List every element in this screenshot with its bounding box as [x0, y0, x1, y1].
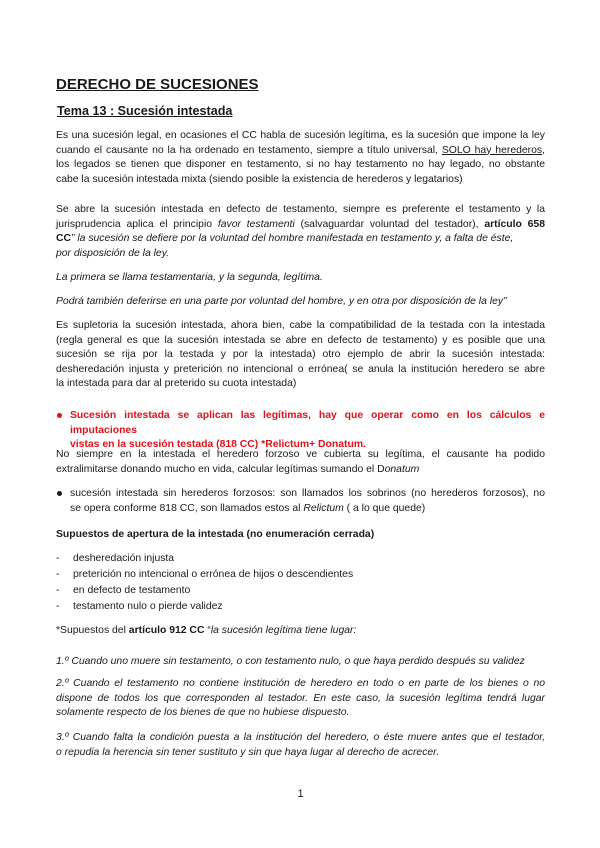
text-line [56, 624, 545, 639]
italic-text: onatum [384, 463, 420, 475]
bullet-text [70, 487, 545, 516]
articulo-912-item-3 [56, 731, 545, 760]
text-line: vistas en la sucesión testada (818 CC) *Relictum+ Donatum. [70, 439, 366, 451]
text-line: solamente respecto de los bienes de que no hubiese dispuesto. [56, 707, 350, 719]
text-run: , [542, 144, 545, 156]
text-run: extralimitarse donando mucho en vida, calcular legítimas sumando el D [56, 463, 385, 475]
italic-text: Podrá también deferirse en una parte por voluntad del hombre, y en otra por disposición de la ley” [56, 296, 507, 307]
text-line [56, 295, 545, 310]
text-line: Es supletoria la sucesión intestada, ahora bien, cabe la compatibilidad de la testada con la intestada [56, 320, 545, 331]
bullet-text [70, 409, 545, 453]
topic-title: Tema 13 : Sucesión intestada [57, 104, 233, 118]
dash-marker: - [56, 553, 60, 564]
text-line: los legados se tienen que disponer en testamento, si no hay testamento no hay legado, no obstante [56, 159, 545, 171]
text-line: dispone de todos los que corresponden al testador. En este caso, la sucesión legítima tendrá lugar [56, 692, 545, 704]
text-run: “ [204, 625, 211, 636]
text-run: se opera conforme 818 CC, son llamados estos al [70, 502, 304, 514]
paragraph-definition [56, 129, 545, 187]
articulo-912-intro [56, 624, 545, 639]
bullet-icon [57, 413, 62, 418]
text-run: jurisprudencia aplica el principio [56, 218, 218, 230]
highlight-bullet [56, 409, 545, 453]
text-line [56, 655, 545, 670]
italic-text: La primera se llama testamentaria, y la segunda, legítima. [56, 272, 323, 283]
page-number: 1 [297, 788, 304, 800]
dash-marker: - [56, 585, 60, 596]
italic-text: Relictum [303, 502, 344, 514]
supuesto-text: en defecto de testamento [73, 585, 191, 596]
dash-marker: - [56, 569, 60, 580]
supuesto-text: preterición no intencional o errónea de hijos o descendientes [73, 569, 354, 580]
text-line: sucesión se rija por la testada y por la intestada) otro ejemplo de abrir la sucesión intestada: [56, 349, 545, 361]
supuestos-heading [56, 528, 545, 543]
text-run: cuando el causante no la ha ordenado en testamento, siempre a título universal, [56, 144, 442, 156]
text-run: *Supuestos del [56, 625, 129, 636]
bold-text: artículo 658 [484, 218, 545, 230]
text-run: ( a lo que quede) [343, 502, 426, 514]
text-line: 3.º Cuando falta la condición puesta a la institución del heredero, o éste muere antes que el testador, [56, 732, 545, 743]
text-line: cabe la sucesión intestada mixta (siendo posible la existencia de herederos y legatarios) [56, 173, 463, 185]
supuesto-text: testamento nulo o pierde validez [73, 601, 223, 612]
paragraph-quote-2 [56, 295, 545, 310]
italic-text: ” la sucesión se defiere por la voluntad del hombre manifestada en testamento y, a falta de éste, [71, 233, 514, 245]
text-line [56, 247, 545, 262]
text-line: No siempre en la intestada el heredero forzoso ve cubierta su legítima, el causante ha podido [56, 449, 545, 460]
text-line: Supuestos de apertura de la intestada (no enumeración cerrada) [56, 529, 375, 540]
text-line [56, 271, 545, 286]
text-line: desheredación injusta y preterición no intencional o errónea( se anula la institución heredero se abre [56, 363, 545, 375]
paragraph-apertura [56, 203, 545, 261]
text-line [56, 218, 545, 233]
italic-text: la sucesión legítima tiene lugar: [210, 625, 357, 636]
text-line: Sucesión intestada se aplican las legítimas, hay que operar como en los cálculos e imputaciones [70, 410, 545, 436]
italic-text: favor testamenti [217, 218, 295, 230]
text-line: Se abre la sucesión intestada en defecto de testamento, siempre es preferente el testamento y la [56, 204, 545, 215]
text-line [56, 463, 545, 478]
text-line [70, 502, 545, 517]
text-line [56, 144, 545, 159]
dash-marker: - [56, 601, 60, 612]
text-line: sucesión intestada sin herederos forzosos: son llamados los sobrinos (no herederos forzosos), no [70, 488, 545, 499]
italic-text: 1.º Cuando uno muere sin testamento, o con testamento nulo, o que haya perdido después su validez [56, 656, 525, 667]
paragraph-quote-1 [56, 271, 545, 286]
bold-text: CC [56, 233, 72, 245]
supuesto-text: desheredación injusta [73, 553, 175, 564]
bullet-sin-herederos [56, 487, 545, 516]
text-line: la intestada para dar al preterido su cuota intestada) [56, 378, 297, 390]
articulo-912-item-2 [56, 677, 545, 721]
document-title: DERECHO DE SUCESIONES [56, 76, 259, 93]
text-line: o repudia la herencia sin tener sustituto y sin que haya lugar al derecho de acrecer. [56, 746, 440, 758]
bold-text: artículo 912 CC [128, 625, 205, 636]
articulo-912-item-1 [56, 655, 545, 670]
text-line [56, 232, 545, 247]
paragraph-supletoria [56, 319, 545, 392]
underlined-text: SOLO hay herederos [441, 144, 543, 156]
bullet-icon [57, 491, 62, 496]
paragraph-heredero-forzoso [56, 448, 545, 477]
italic-text: por disposición de la ley. [56, 247, 170, 259]
text-line: (regla general es que la sucesión intestada se abre en defecto de testamento) y es posible que una [56, 334, 545, 346]
text-line: 2.º Cuando el testamento no contiene institución de heredero en todo o en parte de los bienes o no [56, 678, 545, 689]
text-run: (salvaguardar voluntad del testador), [294, 218, 485, 230]
text-line: Es una sucesión legal, en ocasiones el CC habla de sucesión legítima, es la sucesión que impone la ley [56, 130, 545, 141]
